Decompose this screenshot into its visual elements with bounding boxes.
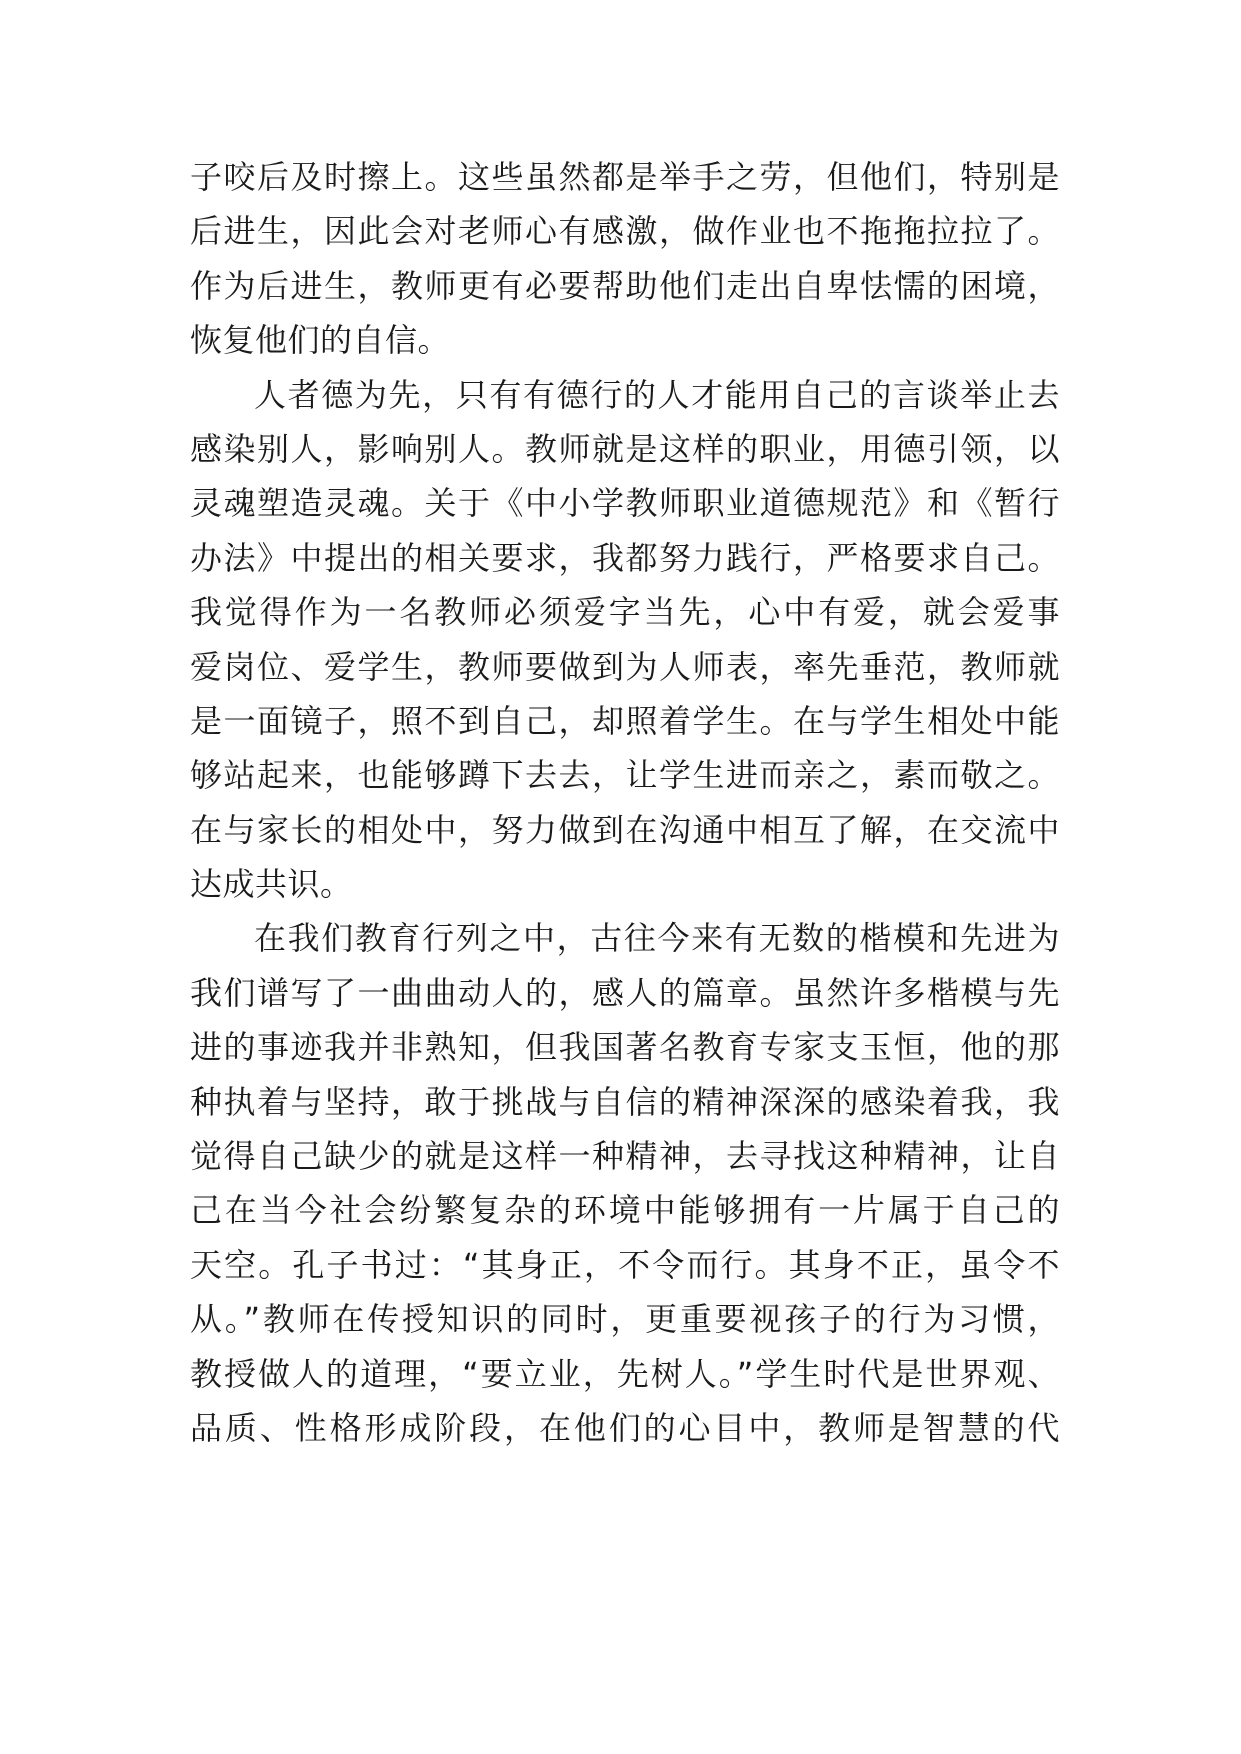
text-line: 灵魂塑造灵魂。关于《中小学教师职业道德规范》和《暂行 — [190, 484, 1060, 523]
text-line: 人者德为先，只有有德行的人才能用自己的言谈举止去 — [254, 375, 1060, 414]
text-line: 在与家长的相处中，努力做到在沟通中相互了解，在交流中 — [190, 810, 1060, 849]
text-line: 从。”教师在传授知识的同时，更重要视孩子的行为习惯， — [190, 1300, 1060, 1339]
text-line: 爱岗位、爱学生，教师要做到为人师表，率先垂范，教师就 — [190, 647, 1060, 686]
text-line: 我们谱写了一曲曲动人的，感人的篇章。虽然许多楷模与先 — [190, 973, 1060, 1012]
text-line: 品质、性格形成阶段，在他们的心目中，教师是智慧的代 — [190, 1408, 1060, 1447]
text-line: 后进生，因此会对老师心有感激，做作业也不拖拖拉拉了。 — [190, 212, 1060, 251]
text-line: 我觉得作为一名教师必须爱字当先，心中有爱，就会爱事 — [190, 593, 1060, 632]
text-line: 是一面镜子，照不到自己，却照着学生。在与学生相处中能 — [190, 701, 1060, 740]
text-line: 种执着与坚持，敢于挑战与自信的精神深深的感染着我，我 — [190, 1082, 1060, 1121]
text-line: 感染别人，影响别人。教师就是这样的职业，用德引领，以 — [190, 429, 1060, 468]
text-line: 办法》中提出的相关要求，我都努力践行，严格要求自己。 — [190, 538, 1060, 577]
text-line: 作为后进生，教师更有必要帮助他们走出自卑怯懦的困境， — [190, 266, 1060, 305]
text-line: 觉得自己缺少的就是这样一种精神，去寻找这种精神，让自 — [190, 1137, 1060, 1176]
text-line: 恢复他们的自信。 — [190, 321, 451, 360]
text-line: 己在当今社会纷繁复杂的环境中能够拥有一片属于自己的 — [190, 1191, 1060, 1230]
text-line: 进的事迹我并非熟知，但我国著名教育专家支玉恒，他的那 — [190, 1028, 1060, 1067]
text-line: 达成共识。 — [190, 865, 353, 904]
text-line: 教授做人的道理，“要立业，先树人。”学生时代是世界观、 — [190, 1354, 1060, 1393]
text-line: 天空。孔子书过：“其身正，不令而行。其身不正，虽令不 — [190, 1245, 1060, 1284]
text-line: 在我们教育行列之中，古往今来有无数的楷模和先进为 — [254, 919, 1060, 958]
body-text — [190, 150, 1060, 1455]
text-line: 子咬后及时擦上。这些虽然都是举手之劳，但他们，特别是 — [190, 158, 1060, 196]
text-line: 够站起来，也能够蹲下去去，让学生进而亲之，素而敬之。 — [190, 756, 1060, 795]
